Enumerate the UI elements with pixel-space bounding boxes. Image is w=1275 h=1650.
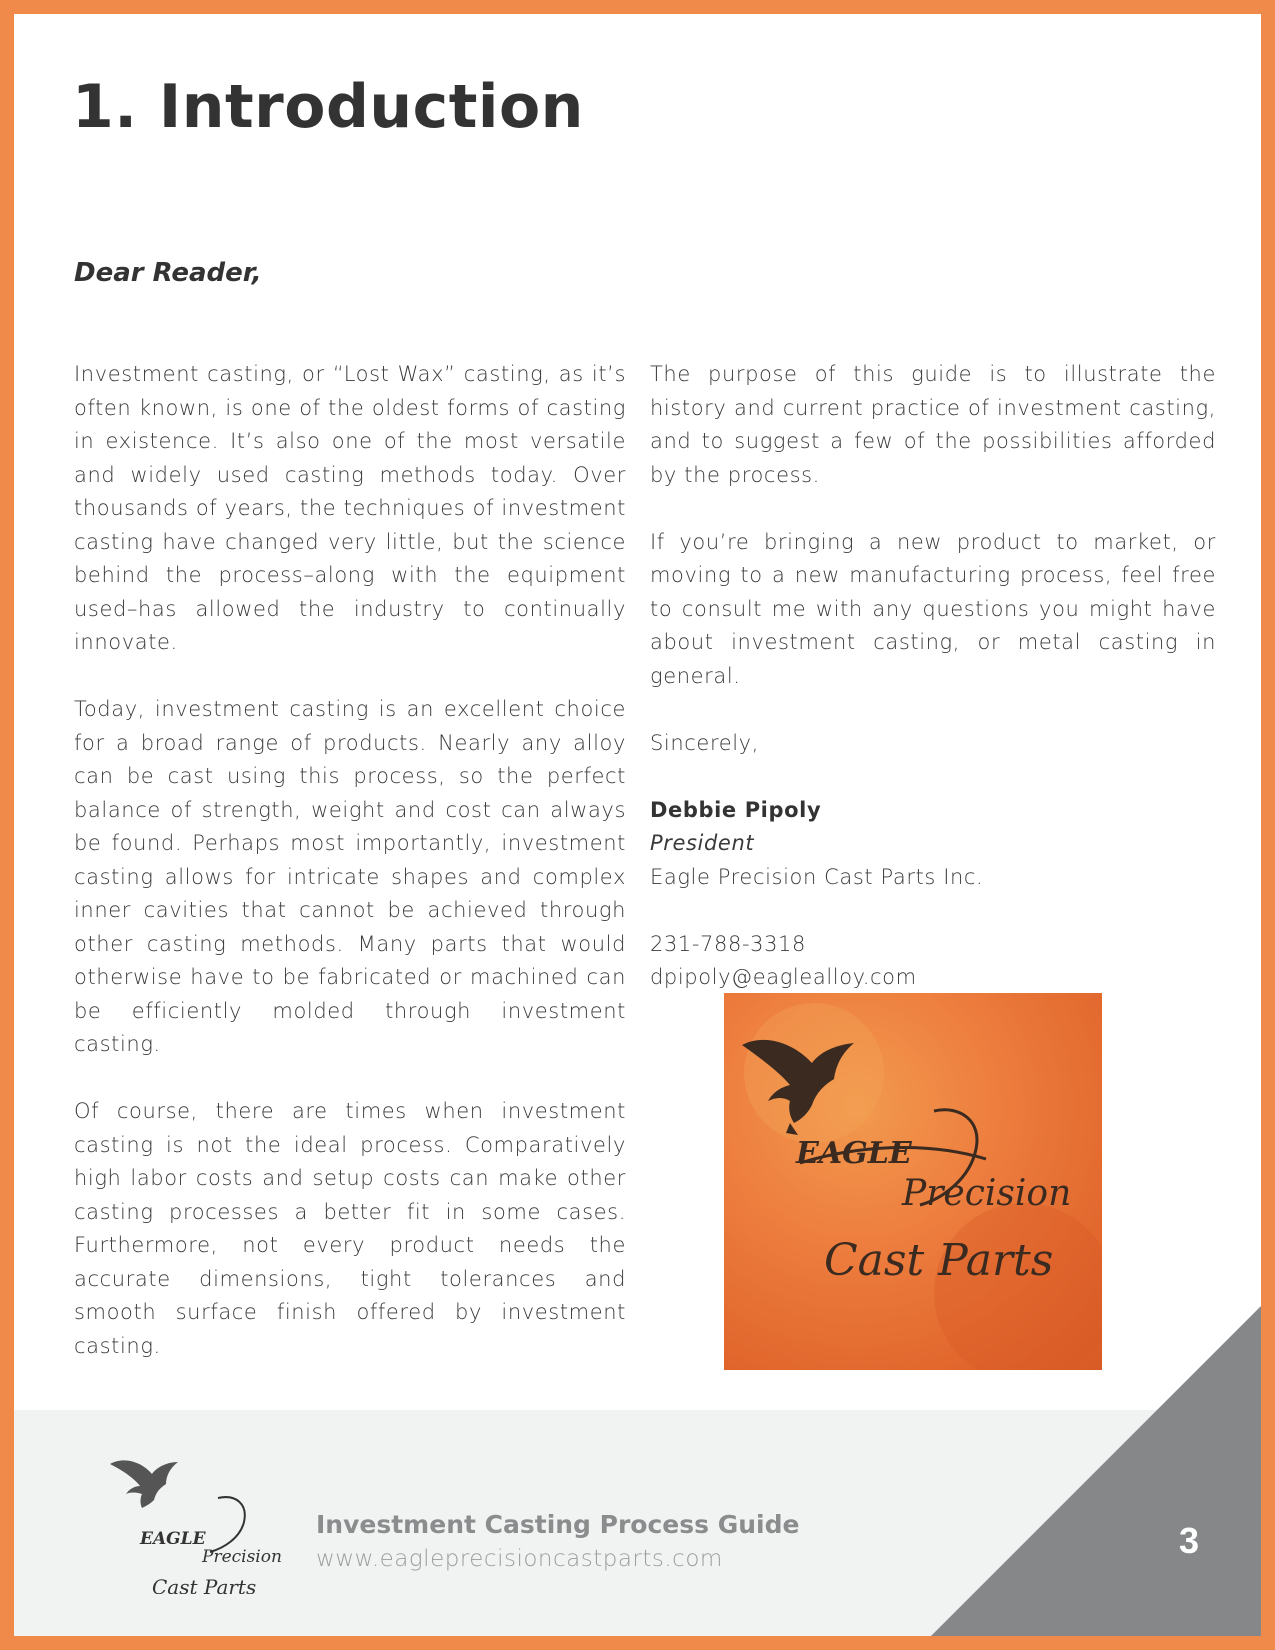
greeting: Dear Reader, (74, 258, 262, 288)
page-number: 3 (1178, 1520, 1199, 1561)
footer-logo-svg (106, 1434, 296, 1594)
footer-logo (106, 1434, 296, 1594)
eagle-icon (110, 1460, 178, 1508)
page (14, 14, 1261, 1636)
paragraph: Of course, there are times when investment casting is not the ideal process. Comparatively high labor costs and setup costs can make other casting processes a better fit in some cases. Furthermore, not every product needs the accurate dimensions, tight tolerances and smooth surface finish offered by investment casting. (74, 1099, 626, 1358)
footer (14, 1410, 1261, 1636)
logo-line1: EAGLE (796, 1136, 912, 1171)
signature-block (650, 794, 1216, 995)
logo-line3: Cast Parts (824, 1235, 1054, 1286)
spacer (650, 894, 1216, 928)
paragraph: The purpose of this guide is to illustrate the history and current practice of investment casting, and to suggest a few of the possibilities afforded by the process. (650, 362, 1216, 487)
closing: Sincerely, (650, 730, 759, 755)
signer-name: Debbie Pipoly (650, 797, 822, 822)
paragraph: Investment casting, or “Lost Wax” casting, as it’s often known, is one of the oldest forms of casting in existence. It’s also one of the most versatile and widely used casting methods today. Over thousands of years, the techniques of investment casting have changed very little, but the science behind the process–along with the equipment used–has allowed the industry to continually innovate. (74, 362, 626, 654)
corner-triangle (931, 1306, 1261, 1636)
email-address: dpipoly@eaglealloy.com (650, 965, 917, 989)
paragraph: Today, investment casting is an excellent choice for a broad range of products. Nearly any alloy can be cast using this process, so the perfect balance of strength, weight and cost can always be found. Perhaps most importantly, investment casting allows for intricate shapes and complex inner cavities that cannot be achieved through other casting methods. Many parts that would otherwise have to be fabricated or machined can be efficiently molded through investment casting. (74, 697, 626, 1056)
phone-number: 231-788-3318 (650, 931, 806, 956)
logo-line2: Precision (902, 1173, 1072, 1214)
guide-title: Investment Casting Process Guide (316, 1510, 800, 1539)
signer-title: President (650, 831, 755, 855)
paragraph: If you’re bringing a new product to market, or moving to a new manufacturing process, feel free to consult me with any questions you might have about investment casting, or metal casting in general. (650, 529, 1216, 688)
company-name: Eagle Precision Cast Parts Inc. (650, 864, 984, 889)
left-column (74, 358, 626, 1397)
right-column (650, 358, 1216, 995)
footer-logo-line1: EAGLE (140, 1529, 206, 1549)
footer-logo-line2: Precision (202, 1547, 282, 1567)
footer-logo-line3: Cast Parts (152, 1575, 257, 1594)
website-link[interactable]: www.eagleprecisioncastparts.com (316, 1546, 723, 1572)
page-title: 1. Introduction (72, 72, 584, 142)
